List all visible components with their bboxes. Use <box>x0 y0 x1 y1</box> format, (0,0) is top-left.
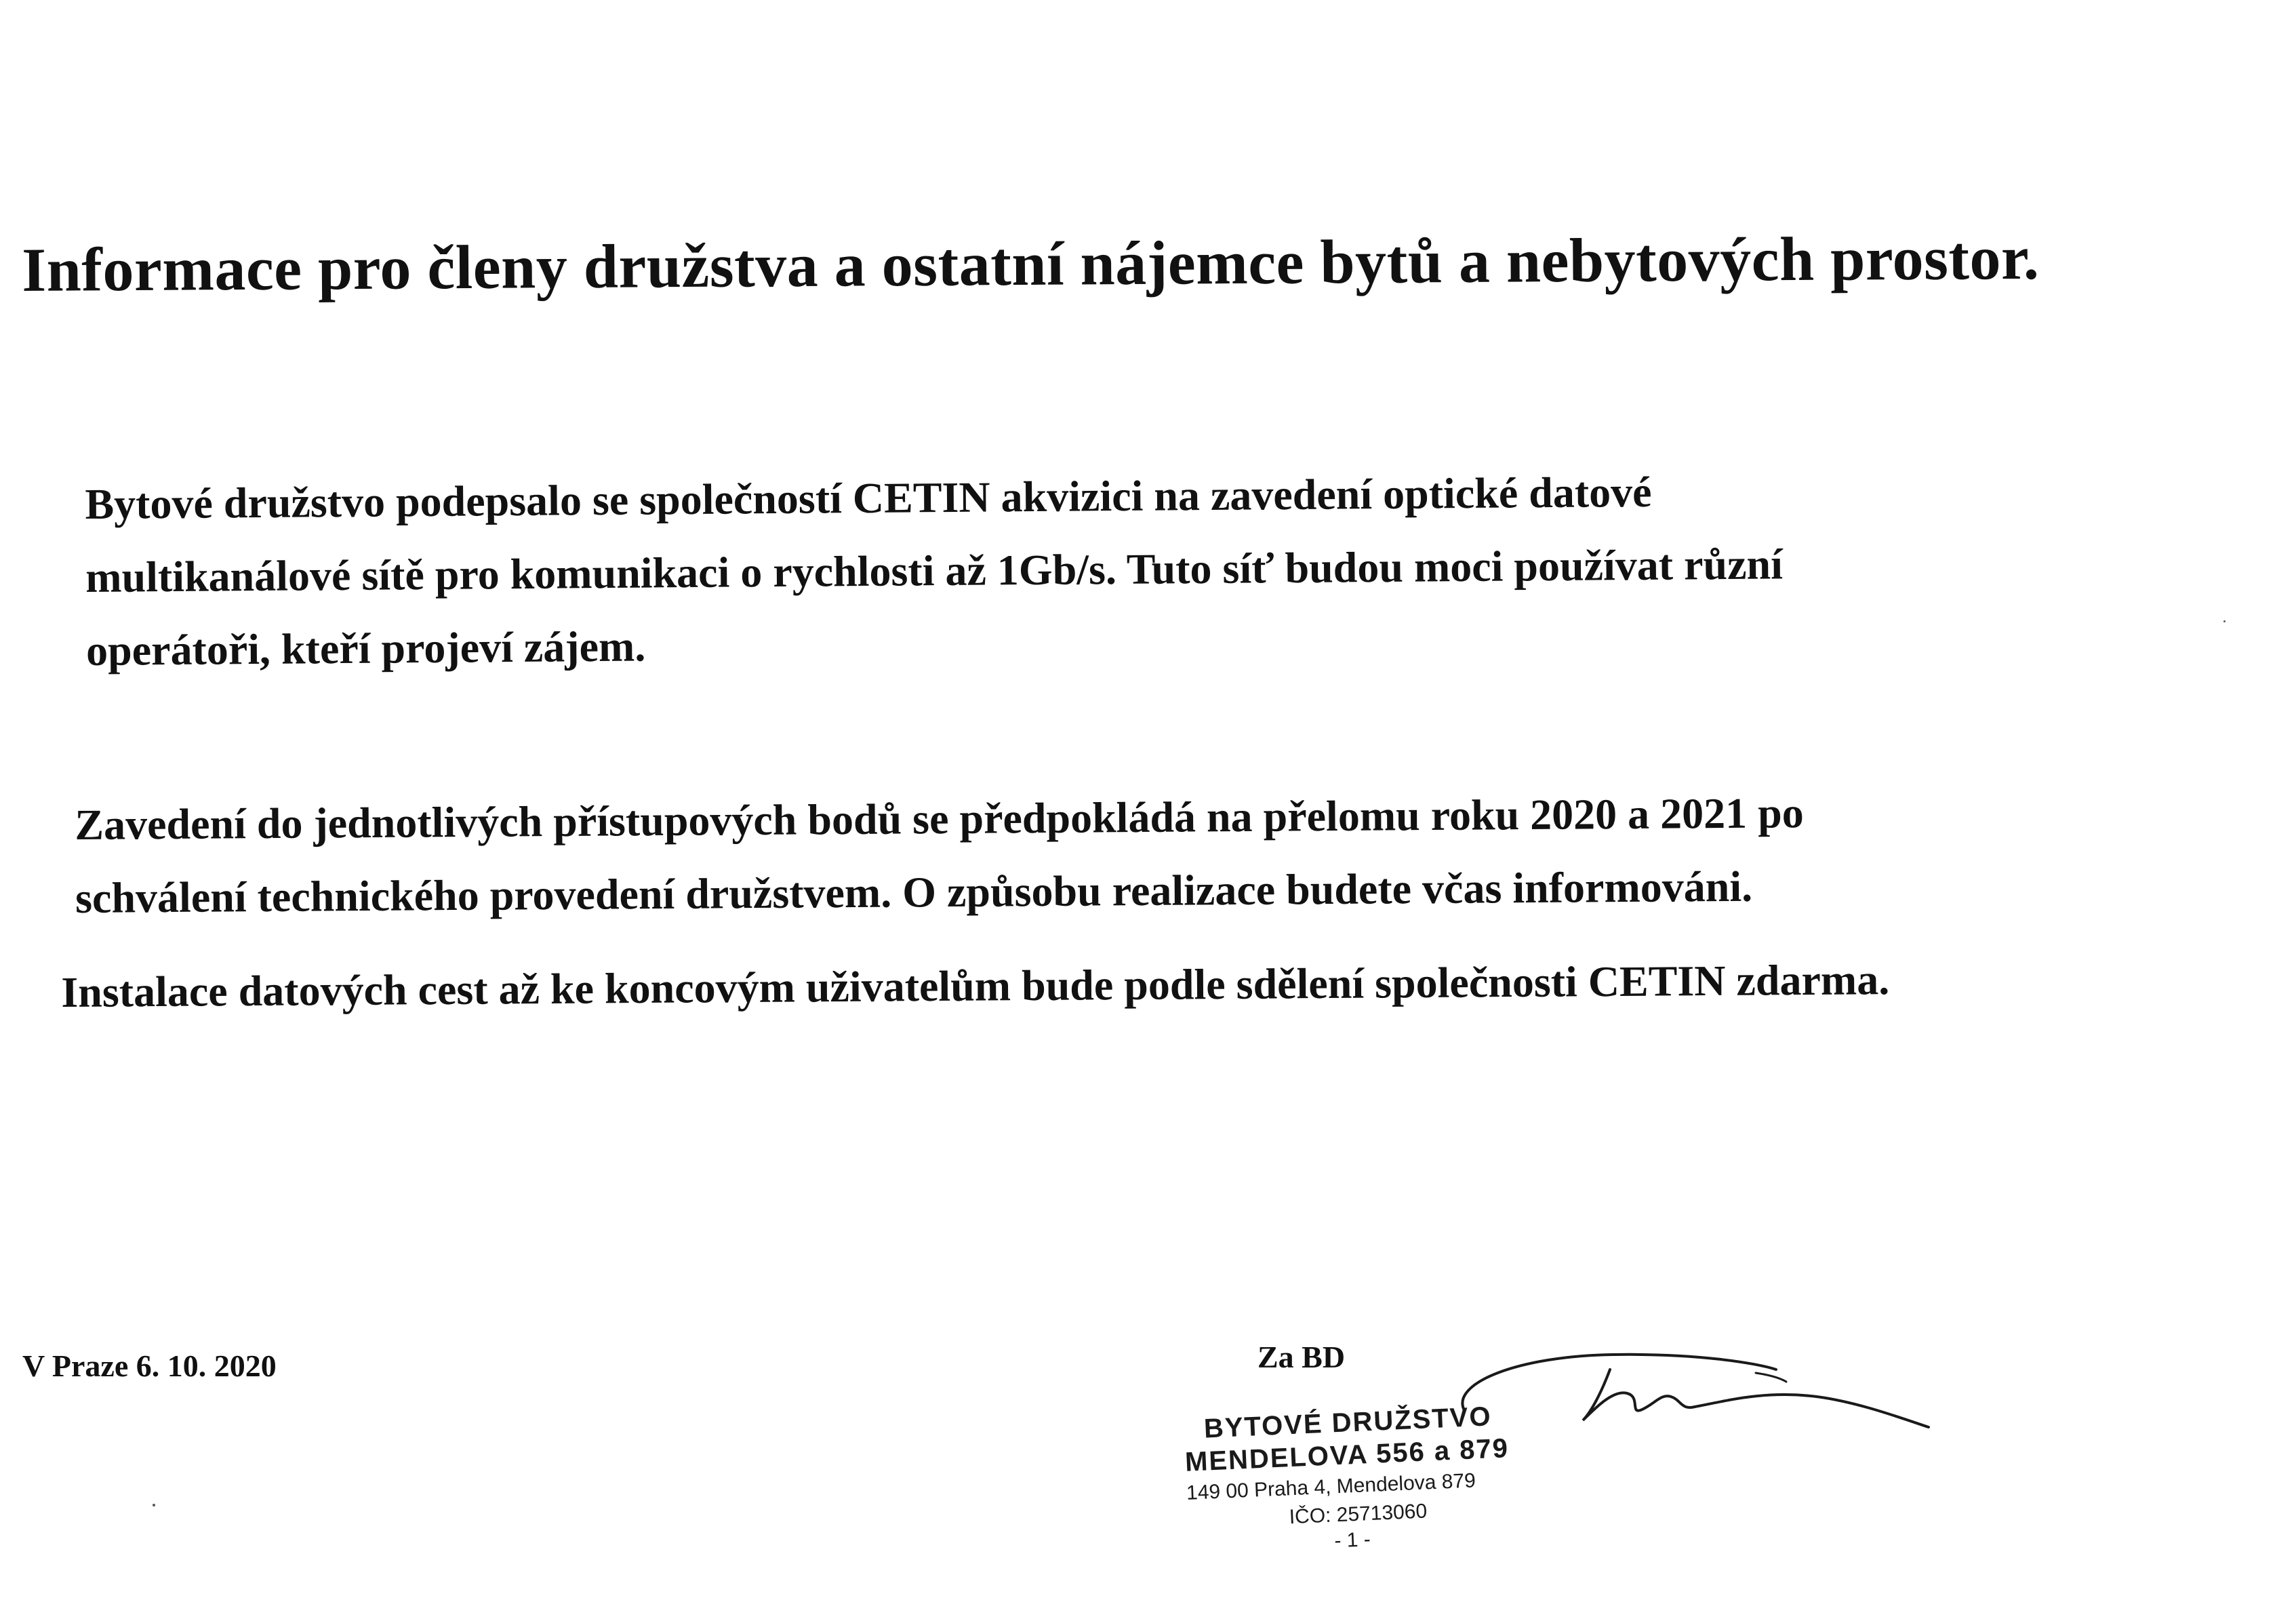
stamp-line: - 1 - <box>1333 1528 1371 1553</box>
date-place: V Praze 6. 10. 2020 <box>22 1349 277 1383</box>
paper-speck <box>2223 620 2225 622</box>
paragraph-free-installation <box>61 943 1890 1029</box>
paragraph-line: multikanálové sítě pro komunikaci o rychlosti až 1Gb/s. Tuto síť budou moci používat různí <box>85 540 1784 601</box>
paragraph-line: operátoři, kteří projeví zájem. <box>85 622 646 675</box>
document-title: Informace pro členy družstva a ostatní nájemce bytů a nebytových prostor. <box>22 222 2040 304</box>
paragraph-installation-timeline <box>75 776 1805 935</box>
paragraph-line: Zavedení do jednotlivých přístupových bodů se předpokládá na přelomu roku 2020 a 2021 po <box>75 788 1804 849</box>
stamp-line: MENDELOVA 556 a 879 <box>1184 1433 1510 1477</box>
paragraph-line: Bytové družstvo podepsalo se společností CETIN akvizici na zavedení optické datové <box>85 467 1652 528</box>
paragraph-fiber-agreement <box>85 454 1784 687</box>
stamp-line: 149 00 Praha 4, Mendelova 879 <box>1186 1469 1476 1504</box>
stamp-line: IČO: 25713060 <box>1289 1500 1428 1529</box>
stamp-line: BYTOVÉ DRUŽSTVO <box>1203 1401 1493 1444</box>
signatory-label: Za BD <box>1257 1340 1346 1374</box>
paragraph-line: Instalace datových cest až ke koncovým uživatelům bude podle sdělení společnosti CETIN zdarma. <box>61 955 1890 1016</box>
organization-stamp <box>1183 1399 1513 1560</box>
signature-icon <box>1437 1342 1939 1451</box>
paper-speck <box>153 1504 155 1506</box>
paragraph-line: schválení technického provedení družstvem. O způsobu realizace budete včas informováni. <box>75 862 1753 922</box>
